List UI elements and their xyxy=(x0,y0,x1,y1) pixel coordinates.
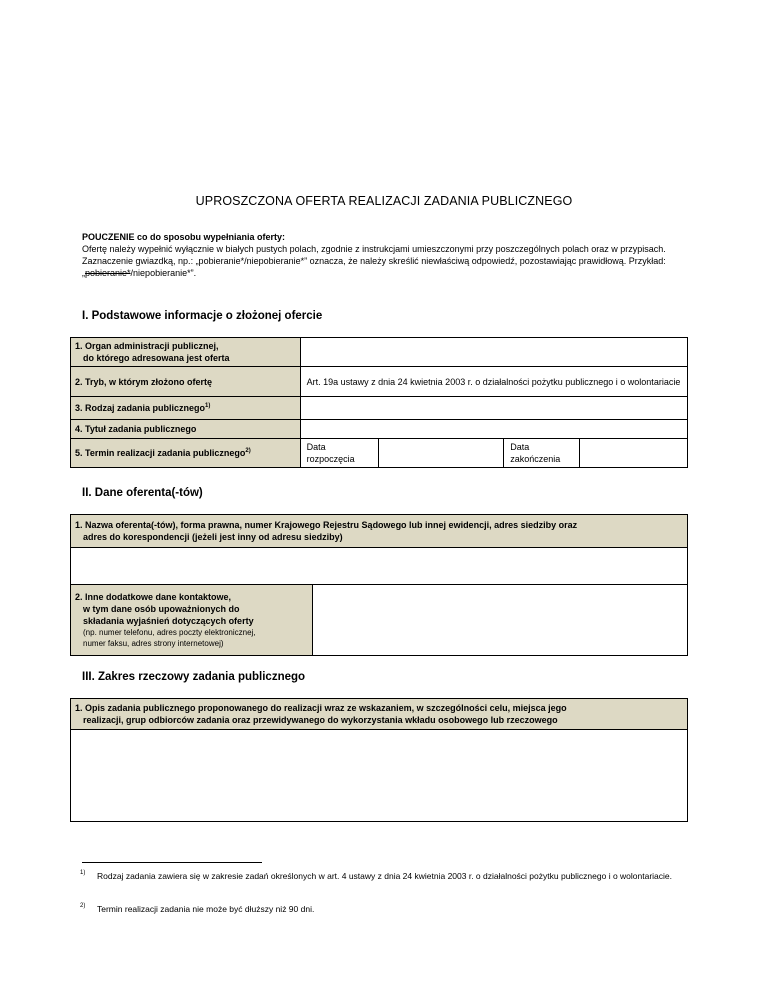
instructions xyxy=(82,231,688,279)
instructions-line2: Zaznaczenie gwiazdką, np.: „pobieranie*/niepobieranie*” oznacza, że należy skreślić niewłaściwą odpowiedź, pozostawiając prawidłową. Przykład: xyxy=(82,256,666,266)
footnote-divider xyxy=(82,862,262,863)
instructions-line1: Ofertę należy wypełnić wyłącznie w białych pustych polach, zgodnie z instrukcjami umieszczonymi przy poszczególnych polach oraz w przypisach. xyxy=(82,244,666,254)
end-date-label: Data zakończenia xyxy=(504,439,580,468)
organ-field[interactable] xyxy=(300,338,687,367)
tytul-field[interactable] xyxy=(300,420,687,439)
contact-field[interactable] xyxy=(312,585,687,656)
example-rest: /niepobieranie*”. xyxy=(130,268,197,278)
section3-heading: III. Zakres rzeczowy zadania publicznego xyxy=(82,671,306,683)
tytul-label: 4. Tytuł zadania publicznego xyxy=(71,420,301,439)
page-title: UPROSZCZONA OFERTA REALIZACJI ZADANIA PUBLICZNEGO xyxy=(195,194,573,208)
description-label: 1. Opis zadania publicznego proponowanego do realizacji wraz ze wskazaniem, w szczególności celu, miejsca jego realizacji, grup odbiorców zadania oraz przewidywanego do wykorzystania wkładu osobowego lub rzeczowego xyxy=(71,699,688,730)
rodzaj-field[interactable] xyxy=(300,397,687,420)
contact-label: 2. Inne dodatkowe dane kontaktowe, w tym dane osób upoważnionych do składania wyjaśnień dotyczących oferty (np. numer telefonu, adres poczty elektronicznej, numer faksu, adres strony internetowej) xyxy=(71,585,313,656)
footnote-1: 1) Rodzaj zadania zawiera się w zakresie zadań określonych w art. 4 ustawy z dnia 24 kwietnia 2003 r. o działalności pożytku publicznego i o wolontariacie. xyxy=(80,870,673,881)
instructions-heading: POUCZENIE co do sposobu wypełniania oferty: xyxy=(82,232,286,242)
example-open: „ xyxy=(82,268,85,278)
rodzaj-label: 3. Rodzaj zadania publicznego$^{1)}$ xyxy=(71,397,301,420)
oferent-name-label: 1. Nazwa oferenta(-tów), forma prawna, numer Krajowego Rejestru Sądowego lub innej ewidencji, adres siedziby oraz adres do korespondencji (jeżeli jest inny od adresu siedziby) xyxy=(71,515,688,548)
section2-heading: II. Dane oferenta(-tów) xyxy=(82,487,203,499)
description-field[interactable] xyxy=(71,730,688,822)
section1-heading: I. Podstawowe informacje o złożonej ofercie xyxy=(82,310,323,322)
section2-table xyxy=(70,514,688,656)
end-date-field[interactable] xyxy=(580,439,688,468)
start-date-label: Data rozpoczęcia xyxy=(300,439,378,468)
start-date-field[interactable] xyxy=(378,439,504,468)
example-struck: pobieranie* xyxy=(85,268,131,278)
tryb-label: 2. Tryb, w którym złożono ofertę xyxy=(71,367,301,397)
termin-label: 5. Termin realizacji zadania publicznego$^{2)}$ xyxy=(71,439,301,468)
footnote-2: 2) Termin realizacji zadania nie może być dłuższy niż 90 dni. xyxy=(80,903,315,914)
section1-table xyxy=(70,337,688,468)
organ-label: 1. Organ administracji publicznej, do którego adresowana jest oferta xyxy=(71,338,301,367)
section3-table xyxy=(70,698,688,822)
oferent-name-field[interactable] xyxy=(71,548,688,585)
tryb-value: Art. 19a ustawy z dnia 24 kwietnia 2003 r. o działalności pożytku publicznego i o wolontariacie xyxy=(300,367,687,397)
